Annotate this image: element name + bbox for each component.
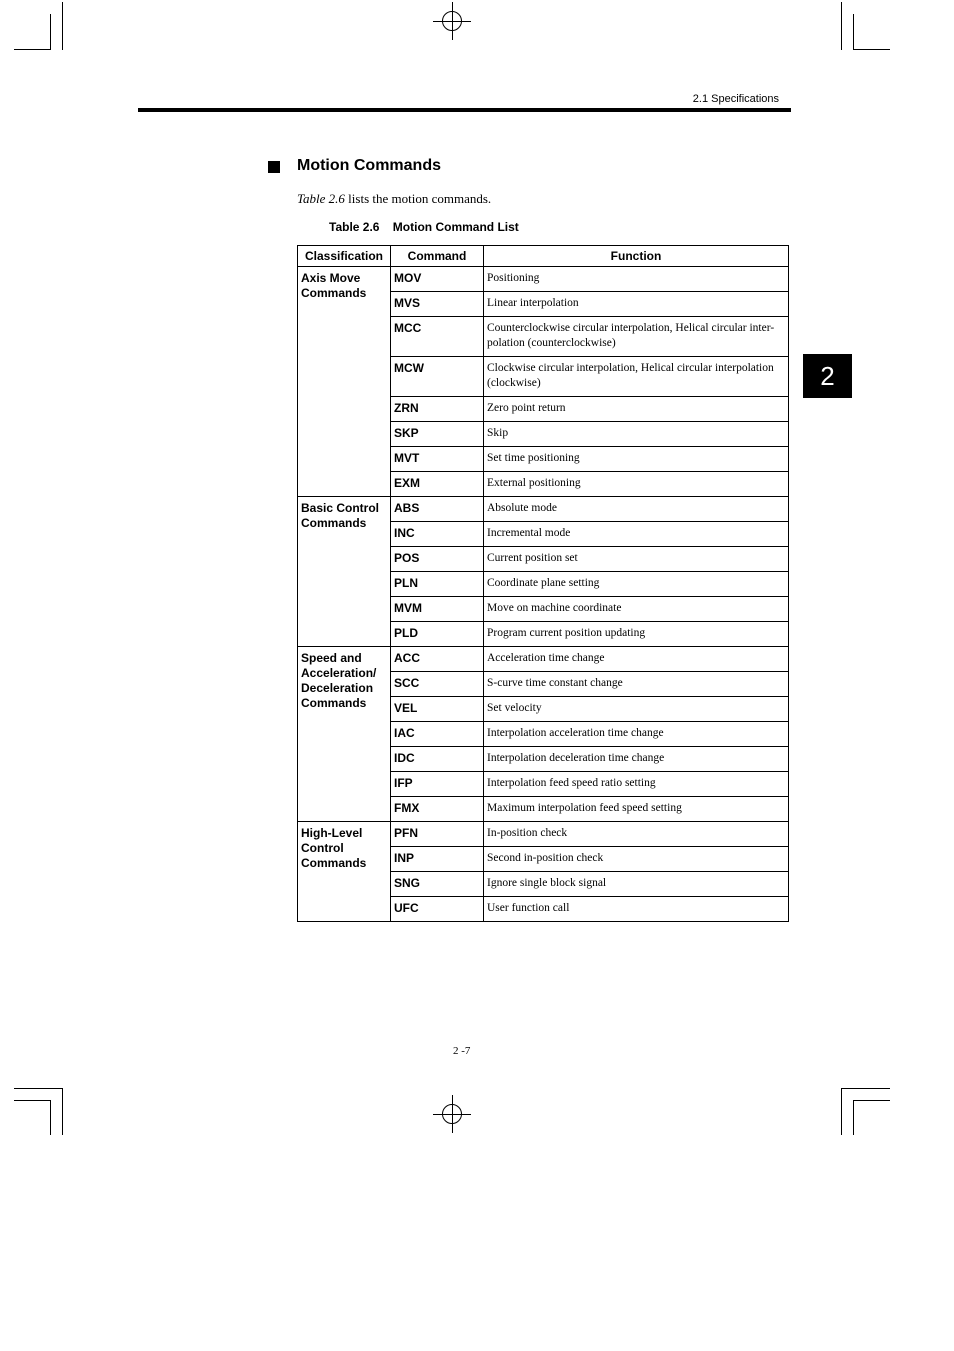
function-cell: Move on machine coordinate xyxy=(484,597,789,622)
function-cell: User function call xyxy=(484,897,789,922)
function-cell: Zero point return xyxy=(484,397,789,422)
group-label: Axis Move Commands xyxy=(298,267,391,497)
command-cell: MVT xyxy=(391,447,484,472)
function-cell: Absolute mode xyxy=(484,497,789,522)
command-cell: INP xyxy=(391,847,484,872)
command-cell: EXM xyxy=(391,472,484,497)
command-cell: MCW xyxy=(391,357,484,397)
function-cell: Linear interpolation xyxy=(484,292,789,317)
function-cell: Set velocity xyxy=(484,697,789,722)
command-cell: SCC xyxy=(391,672,484,697)
command-cell: UFC xyxy=(391,897,484,922)
header-command: Command xyxy=(391,246,484,267)
command-cell: ABS xyxy=(391,497,484,522)
command-cell: FMX xyxy=(391,797,484,822)
table-header-row xyxy=(298,246,789,267)
function-cell: Maximum interpolation feed speed setting xyxy=(484,797,789,822)
function-cell: Clockwise circular interpolation, Helical circular interpolation (clockwise) xyxy=(484,357,789,397)
header-function: Function xyxy=(484,246,789,267)
command-cell: ACC xyxy=(391,647,484,672)
command-cell: IDC xyxy=(391,747,484,772)
table-row xyxy=(298,267,789,292)
group-label: High-Level Control Commands xyxy=(298,822,391,922)
function-cell: Coordinate plane setting xyxy=(484,572,789,597)
command-cell: PLD xyxy=(391,622,484,647)
function-cell: Set time positioning xyxy=(484,447,789,472)
motion-command-table xyxy=(297,245,789,922)
table-row xyxy=(298,822,789,847)
function-cell: Acceleration time change xyxy=(484,647,789,672)
function-cell: Program current position updating xyxy=(484,622,789,647)
function-cell: Interpolation feed speed ratio setting xyxy=(484,772,789,797)
chapter-tab: 2 xyxy=(803,354,852,398)
function-cell: Current position set xyxy=(484,547,789,572)
intro-text: lists the motion commands. xyxy=(344,191,492,206)
function-cell: Counterclockwise circular interpolation, Helical circular inter-polation (counterclockwise) xyxy=(484,317,789,357)
section-title: Motion Commands xyxy=(297,157,441,174)
group-label: Speed and Acceleration/ Deceleration Commands xyxy=(298,647,391,822)
table-caption: Table 2.6 Motion Command List xyxy=(329,220,519,234)
section-bullet-icon xyxy=(268,161,280,173)
function-cell: Positioning xyxy=(484,267,789,292)
command-cell: POS xyxy=(391,547,484,572)
command-cell: VEL xyxy=(391,697,484,722)
page-number: 2 -7 xyxy=(453,1045,471,1057)
function-cell: Ignore single block signal xyxy=(484,872,789,897)
command-cell: SNG xyxy=(391,872,484,897)
command-cell: MVS xyxy=(391,292,484,317)
header-classification: Classification xyxy=(298,246,391,267)
command-cell: MCC xyxy=(391,317,484,357)
group-label: Basic Control Commands xyxy=(298,497,391,647)
function-cell: Second in-position check xyxy=(484,847,789,872)
command-cell: MVM xyxy=(391,597,484,622)
function-cell: Skip xyxy=(484,422,789,447)
table-reference: Table 2.6 xyxy=(297,191,345,206)
function-cell: S-curve time constant change xyxy=(484,672,789,697)
command-cell: PLN xyxy=(391,572,484,597)
command-cell: IAC xyxy=(391,722,484,747)
command-cell: MOV xyxy=(391,267,484,292)
command-cell: PFN xyxy=(391,822,484,847)
command-cell: INC xyxy=(391,522,484,547)
intro-paragraph xyxy=(297,191,491,207)
running-header: 2.1 Specifications xyxy=(692,93,779,105)
function-cell: Interpolation deceleration time change xyxy=(484,747,789,772)
command-cell: ZRN xyxy=(391,397,484,422)
header-rule xyxy=(138,108,791,112)
table-row xyxy=(298,497,789,522)
function-cell: Interpolation acceleration time change xyxy=(484,722,789,747)
function-cell: Incremental mode xyxy=(484,522,789,547)
function-cell: External positioning xyxy=(484,472,789,497)
function-cell: In-position check xyxy=(484,822,789,847)
command-cell: SKP xyxy=(391,422,484,447)
command-cell: IFP xyxy=(391,772,484,797)
table-row xyxy=(298,647,789,672)
